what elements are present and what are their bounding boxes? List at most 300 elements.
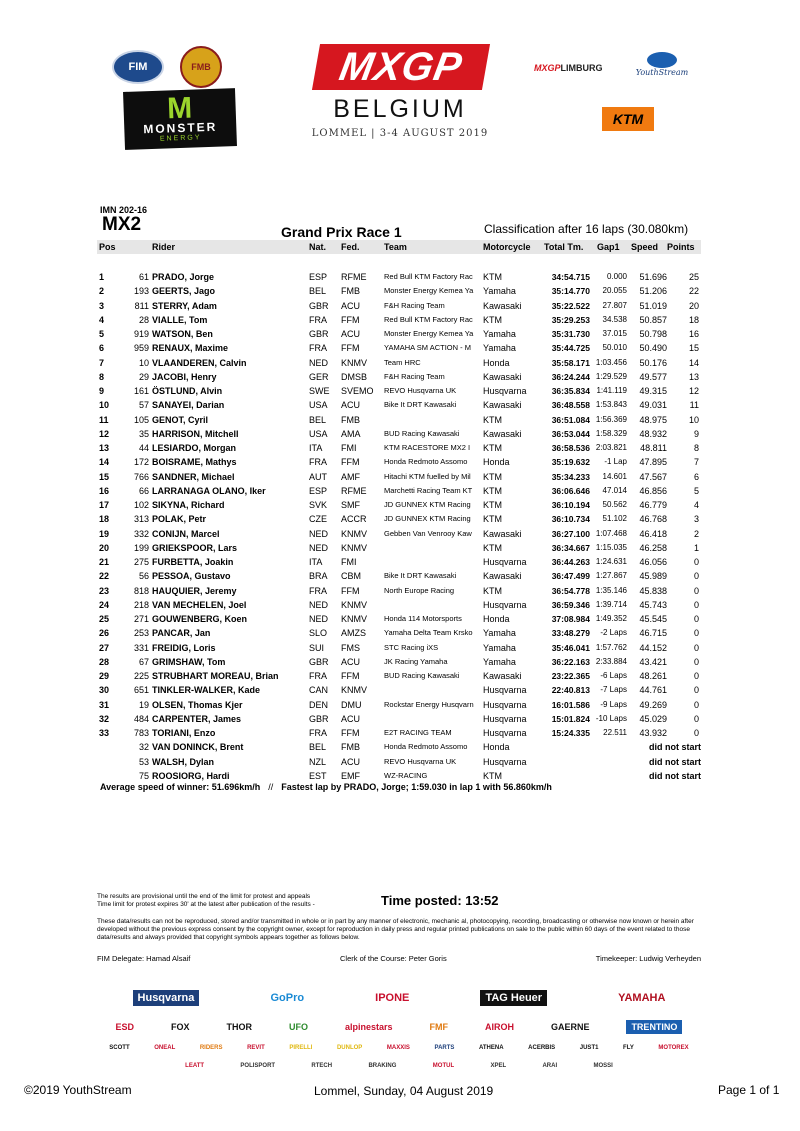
table-row [97,669,701,683]
row-total-time: 35:46.041 [551,642,590,653]
row-pos: 33 [99,728,110,738]
row-rider-name: STERRY, Adam [152,300,217,311]
table-row [97,413,701,427]
row-team: JK Racing Yamaha [384,656,448,666]
row-motorcycle: Husqvarna [483,756,527,767]
row-number: 66 [138,485,149,496]
header-speed: Speed [631,242,659,252]
row-speed: 50.176 [639,357,667,368]
row-team: Bike It DRT Kawasaki [384,571,457,581]
row-motorcycle: Honda [483,357,510,368]
row-total-time: 36:06.646 [551,485,590,496]
row-rider-name: HAUQUIER, Jeremy [152,585,237,596]
row-team: Honda 114 Motorsports [384,614,462,623]
row-federation: DMSB [341,371,368,382]
row-number: 275 [133,557,149,567]
row-total-time: 36:59.346 [551,599,590,610]
classification-info: Classification after 16 laps (30.080km) [484,222,689,236]
row-nationality: FRA [309,728,327,738]
row-motorcycle: Honda [483,614,510,624]
sponsor-logo: IPONE [375,992,410,1004]
row-number: 818 [133,585,149,596]
row-total-time: 16:01.586 [551,699,590,710]
row-rider-name: POLAK, Petr [152,514,207,525]
row-points: 3 [693,514,699,525]
row-federation: ACU [341,329,361,339]
row-nationality: ITA [309,443,323,453]
row-points: 0 [693,557,699,567]
row-total-time: 23:22.365 [551,671,590,681]
row-pos: 9 [99,386,105,396]
row-motorcycle: Yamaha [483,343,516,354]
row-motorcycle: Yamaha [483,329,516,339]
row-speed: 44.761 [639,685,667,696]
row-federation: RFME [341,485,367,496]
row-motorcycle: Kawasaki [483,528,522,539]
ktm-logo [602,107,654,131]
row-motorcycle: KTM [483,585,502,596]
header-team: Team [384,242,407,252]
row-federation: FMI [341,443,357,453]
row-nationality: BRA [309,571,328,582]
mxgp-logo-text: MXGP [336,44,466,89]
sponsor-logo: FOX [170,1022,190,1032]
youthstream-logo-text: YouthStream [635,68,689,77]
row-team: REVO Husqvarna UK [384,756,457,766]
row-nationality: GBR [309,656,329,667]
row-rider-name: WATSON, Ben [152,329,213,339]
row-motorcycle: KTM [483,770,502,781]
table-row [97,270,701,284]
sponsor-logo: MOTOREX [658,1045,689,1051]
row-team: Honda Redmoto Assomo [384,457,468,467]
row-nationality: SWE [309,386,330,396]
sponsor-logo: GoPro [270,992,305,1004]
table-row [97,598,701,612]
sponsor-logo: XPEL [490,1063,507,1069]
row-total-time: 35:44.725 [551,343,590,354]
row-points: 15 [688,343,699,354]
fim-logo [112,50,164,84]
row-gap: 0.000 [606,272,627,281]
row-pos: 3 [99,300,105,311]
row-rider-name: VIALLE, Tom [152,314,208,325]
sponsor-logo: MOSSI [593,1063,613,1069]
sponsor-row-4 [97,1060,701,1072]
sponsor-logo: FLY [623,1045,634,1051]
sponsor-logo: GAERNE [550,1022,590,1032]
row-points: 0 [693,656,699,667]
row-gap: 1:49.352 [595,614,627,623]
row-points: 0 [693,728,699,738]
sponsor-logo: ARAI [542,1063,558,1069]
row-pos: 28 [99,656,110,667]
table-row [97,470,701,484]
sponsor-logo: alpinestars [344,1022,393,1032]
row-points: 11 [689,400,699,411]
row-nationality: BEL [309,742,327,753]
row-speed: 46.258 [639,542,667,553]
row-motorcycle: Husqvarna [483,386,527,396]
row-federation: ACU [341,656,361,667]
header-fed: Fed. [341,242,360,252]
row-gap: 1:07.468 [595,528,627,538]
row-nationality: SLO [309,628,328,639]
table-row [97,655,701,669]
row-gap: 1:53.843 [595,400,627,410]
fim-delegate: FIM Delegate: Hamad Alsaif [97,954,191,963]
row-team: F&H Racing Team [384,371,445,381]
youthstream-swirl-icon [647,52,677,68]
row-gap: -10 Laps [595,713,627,723]
row-gap: 2:03.821 [595,443,627,452]
table-row [97,755,701,769]
row-status: did not start [649,742,701,753]
row-speed: 49.031 [639,400,667,411]
row-gap: -9 Laps [600,699,627,709]
row-speed: 45.545 [639,614,667,624]
row-team: Red Bull KTM Factory Rac [384,314,473,324]
row-total-time: 36:24.244 [551,371,590,382]
row-pos: 15 [99,471,110,482]
row-nationality: NED [309,614,329,624]
row-rider-name: TORIANI, Enzo [152,728,216,738]
row-number: 271 [133,614,149,624]
row-gap: 1:24.631 [595,557,627,566]
sponsor-row-1 [97,986,701,1010]
row-nationality: NED [309,599,329,610]
row-pos: 21 [99,557,110,567]
mxgp-limburg-suffix: LIMBURG [560,63,603,73]
mxgp-limburg-prefix: MXGP [534,63,561,73]
row-number: 193 [133,286,149,297]
row-gap: -2 Laps [600,628,627,638]
row-team: KTM RACESTORE MX2 I [384,443,471,452]
row-gap: 1:15.035 [595,542,627,552]
row-total-time: 36:51.084 [551,414,590,425]
row-federation: FMB [341,286,360,297]
header-points: Points [667,242,695,252]
row-gap: -1 Lap [604,457,627,467]
row-team: E2T RACING TEAM [384,728,452,737]
table-row [97,299,701,313]
row-number: 218 [133,599,149,610]
mxgp-limburg-logo [534,61,618,75]
row-motorcycle: Kawasaki [483,300,522,311]
row-points: 0 [693,699,699,710]
row-rider-name: PANCAR, Jan [152,628,211,639]
row-speed: 48.811 [640,443,667,453]
row-points: 0 [693,628,699,639]
row-gap: -6 Laps [600,671,627,680]
row-rider-name: LESIARDO, Morgan [152,443,237,453]
row-total-time: 36:58.536 [551,443,590,453]
row-team: BUD Racing Kawasaki [384,428,460,438]
row-number: 28 [138,314,149,325]
row-rider-name: BOISRAME, Mathys [152,457,237,468]
table-row [97,626,701,640]
row-federation: AMA [341,428,361,439]
sponsor-logo: BRAKING [368,1063,397,1069]
row-pos: 1 [99,272,105,282]
table-row [97,527,701,541]
row-pos: 16 [99,485,110,496]
row-motorcycle: KTM [483,485,502,496]
ktm-logo-text: KTM [612,111,644,127]
row-nationality: NED [309,528,329,539]
row-rider-name: OLSEN, Thomas Kjer [152,699,243,710]
table-row [97,612,701,626]
row-federation: FFM [341,671,360,681]
row-speed: 46.418 [639,528,667,539]
sponsor-logo: AIROH [484,1022,514,1032]
row-points: 14 [688,357,699,368]
row-rider-name: RENAUX, Maxime [152,343,229,354]
row-motorcycle: Kawasaki [483,400,522,411]
row-federation: KNMV [341,599,368,610]
row-number: 161 [133,386,149,396]
clerk-of-course: Clerk of the Course: Peter Goris [340,954,447,963]
sponsor-logo: ONEAL [154,1045,176,1051]
winner-average-speed: Average speed of winner: 51.696km/h [100,782,261,792]
row-rider-name: SANDNER, Michael [152,471,235,482]
row-federation: FFM [341,457,360,468]
row-rider-name: VLAANDEREN, Calvin [152,357,247,368]
row-nationality: SVK [309,500,328,510]
row-speed: 50.798 [639,329,667,339]
row-rider-name: CARPENTER, James [152,713,242,724]
row-gap: 34.538 [602,314,627,324]
row-gap: 1:41.119 [596,386,627,395]
row-points: 5 [693,485,699,496]
sponsor-logo: Husqvarna [133,990,200,1006]
row-points: 20 [688,300,699,311]
copyright-disclaimer: These data/results can not be reproduced, stored and/or transmitted in whole or in part by any manner of electronic, mechanic al, photocopying, recording, broadcasting or otherwise now known or herein after developed without the previous express consent by the copyright owner, except for reproduction in daily press and regular printed publications on sale to the public within 60 days of the event related to those data/results and always provided that copyright symbols appears together as follows below. [97,918,694,941]
row-team: Gebben Van Venrooy Kaw [384,528,472,538]
row-total-time: 37:08.984 [551,614,590,624]
row-gap: 1:27.867 [595,571,627,581]
sponsor-logo: JUST1 [579,1045,599,1051]
row-total-time: 35:29.253 [551,314,590,325]
row-federation: EMF [341,770,360,781]
table-row [97,384,701,398]
row-rider-name: JACOBI, Henry [152,371,217,382]
row-number: 959 [133,343,149,354]
row-gap: 37.015 [602,329,627,338]
table-row [97,341,701,355]
row-points: 7 [693,457,699,468]
row-number: 331 [133,642,149,653]
row-speed: 51.206 [639,286,667,297]
row-number: 225 [133,671,149,681]
header-motorcycle: Motorcycle [483,242,531,252]
row-nationality: NZL [309,756,327,767]
row-federation: AMZS [341,628,367,639]
row-federation: DMU [341,699,362,710]
row-pos: 18 [99,514,110,525]
row-nationality: CZE [309,514,327,525]
row-points: 0 [693,671,699,681]
table-row [97,498,701,512]
row-motorcycle: Yamaha [483,642,516,653]
row-motorcycle: Husqvarna [483,685,527,696]
row-federation: FMS [341,642,360,653]
summary-separator: // [268,782,274,792]
row-gap: 1:58.329 [595,428,627,438]
row-speed: 47.567 [639,471,667,482]
fastest-lap: Fastest lap by PRADO, Jorge; 1:59.030 in lap 1 with 56.860km/h [281,782,552,792]
row-pos: 4 [99,314,105,325]
sponsor-logo: ACERBIS [528,1045,556,1051]
row-pos: 2 [99,286,105,297]
row-motorcycle: KTM [483,414,502,425]
row-gap: 50.010 [602,343,627,353]
row-total-time: 35:22.522 [551,300,590,311]
row-nationality: ESP [309,272,328,282]
row-pos: 12 [99,428,110,439]
row-nationality: NED [309,357,329,368]
row-number: 332 [133,528,149,539]
row-total-time: 35:19.632 [551,457,590,468]
row-team: Team HRC [384,357,421,367]
row-number: 32 [138,742,149,753]
row-points: 12 [688,386,699,396]
row-number: 29 [138,371,149,382]
row-motorcycle: KTM [483,272,502,282]
row-gap: 51.102 [602,514,627,524]
header-rider: Rider [152,242,176,252]
table-row [97,712,701,726]
row-motorcycle: Honda [483,457,510,468]
row-pos: 26 [99,628,110,639]
monster-logo-text: MONSTER [143,119,218,136]
row-team: North Europe Racing [384,585,455,595]
row-pos: 24 [99,599,110,610]
footer-page-number: Page 1 of 1 [718,1083,780,1097]
row-number: 253 [133,628,149,639]
row-motorcycle: KTM [483,514,502,525]
fmb-logo [180,46,222,88]
table-row [97,284,701,298]
row-total-time: 36:47.499 [551,571,590,582]
row-total-time: 35:58.171 [551,357,590,368]
row-speed: 43.421 [639,656,667,667]
header-nat: Nat. [309,242,327,252]
sponsor-logo: PARTS [434,1045,455,1051]
row-nationality: FRA [309,671,327,681]
row-number: 783 [133,728,149,738]
row-nationality: AUT [309,471,327,482]
row-points: 18 [688,314,699,325]
row-team: Bike It DRT Kawasaki [384,400,457,410]
row-federation: SMF [341,500,360,510]
row-nationality: GER [309,371,329,382]
row-rider-name: ROOSIORG, Hardi [152,770,230,781]
row-points: 22 [688,286,699,297]
row-team: Yamaha Delta Team Krsko [384,628,473,638]
row-gap: 1:03.456 [595,357,627,367]
provisional-note-line-2: Time limit for protest expires 30' at the latest after publication of the results - [97,901,315,908]
row-federation: FFM [341,343,360,354]
row-gap: 1:29.529 [595,371,627,381]
row-points: 1 [693,542,699,553]
row-number: 102 [133,500,149,510]
row-team: REVO Husqvarna UK [384,386,457,395]
row-gap: 14.601 [602,471,627,481]
row-speed: 49.269 [639,699,667,710]
row-speed: 45.029 [639,713,667,724]
row-federation: FFM [341,728,360,738]
row-total-time: 36:34.667 [551,542,590,553]
row-number: 19 [138,699,149,710]
row-federation: KNMV [341,685,368,696]
table-row [97,541,701,555]
row-federation: FFM [341,585,360,596]
row-total-time: 15:01.824 [551,713,590,724]
row-motorcycle: Honda [483,742,510,753]
fmb-logo-text: FMB [191,62,211,72]
row-total-time: 22:40.813 [551,685,590,696]
class-name: MX2 [102,214,142,235]
row-points: 0 [693,685,699,696]
row-nationality: ITA [309,557,323,567]
row-points: 0 [693,713,699,724]
row-rider-name: GRIMSHAW, Tom [152,656,226,667]
row-team: Marchetti Racing Team KT [384,485,473,495]
results-table-body [97,270,701,783]
row-pos: 27 [99,642,110,653]
sponsor-logo: MAXXIS [386,1045,410,1051]
row-points: 4 [693,500,699,510]
row-points: 9 [693,428,699,439]
row-gap: 20.055 [602,286,627,296]
row-number: 44 [138,443,149,453]
event-place-date: LOMMEL | 3-4 AUGUST 2019 [311,128,489,139]
row-pos: 11 [99,414,109,425]
table-row [97,569,701,583]
row-gap: 1:35.146 [595,585,627,595]
table-row [97,641,701,655]
row-team: YAMAHA SM ACTION - M [384,343,471,353]
row-motorcycle: Kawasaki [483,671,522,681]
row-pos: 20 [99,542,110,553]
row-gap: 27.807 [602,300,627,310]
race-summary [100,782,552,792]
row-rider-name: LARRANAGA OLANO, Iker [152,485,266,496]
table-row [97,484,701,498]
row-rider-name: ÖSTLUND, Alvin [152,386,223,396]
row-nationality: GBR [309,713,329,724]
row-federation: ACU [341,713,361,724]
row-total-time: 36:44.263 [551,557,590,567]
table-row [97,698,701,712]
row-gap: 50.562 [602,500,627,509]
row-speed: 46.768 [639,514,667,525]
row-team: JD GUNNEX KTM Racing [384,514,471,524]
row-team: Rockstar Energy Husqvarn [384,699,474,709]
table-row [97,584,701,598]
row-total-time: 36:22.163 [551,656,590,667]
row-total-time: 36:53.044 [551,428,590,439]
row-number: 56 [138,571,149,582]
sponsor-logo: TAG Heuer [480,990,547,1006]
row-speed: 45.743 [639,599,667,610]
row-total-time: 36:27.100 [551,528,590,539]
sponsor-logo: MOTUL [432,1063,455,1069]
table-row [97,555,701,569]
row-pos: 17 [99,500,110,510]
row-speed: 51.696 [639,272,667,282]
